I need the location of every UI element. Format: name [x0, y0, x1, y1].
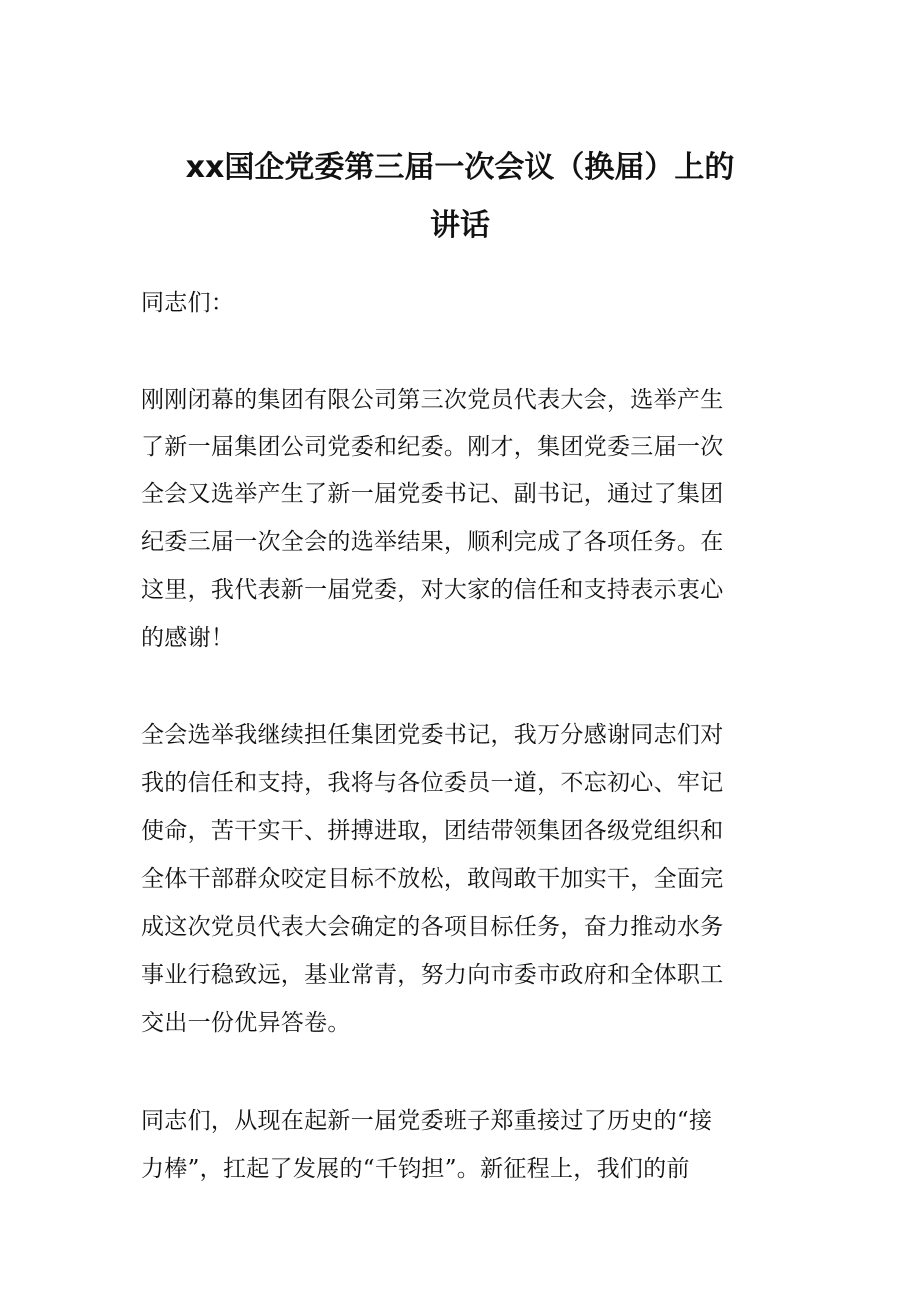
paragraph-line: 刚刚闭幕的集团有限公司第三次党员代表大会，选举产生: [141, 387, 724, 413]
paragraph-line: 我的信任和支持，我将与各位委员一道，不忘初心、牢记: [141, 770, 724, 796]
paragraph-line: 的感谢！: [141, 625, 235, 651]
salutation: 同志们：: [141, 290, 235, 316]
paragraph-line: 交出一份优异答卷。: [141, 1010, 351, 1036]
document-title-line-1: xx国企党委第三届一次会议（换届）上的: [185, 150, 735, 185]
paragraph-line: 了新一届集团公司党委和纪委。刚才，集团党委三届一次: [141, 434, 724, 460]
paragraph-line: 使命，苦干实干、拼搏进取，团结带领集团各级党组织和: [141, 818, 724, 844]
paragraph-line: 纪委三届一次全会的选举结果，顺利完成了各项任务。在: [141, 529, 724, 555]
paragraph-line: 全会选举我继续担任集团党委书记，我万分感谢同志们对: [141, 722, 724, 748]
paragraph-line: 全会又选举产生了新一届党委书记、副书记，通过了集团: [141, 481, 724, 507]
document-title-line-2: 讲话: [430, 208, 490, 243]
paragraph-line: 这里，我代表新一届党委，对大家的信任和支持表示衷心: [141, 577, 724, 603]
paragraph-line: 同志们，从现在起新一届党委班子郑重接过了历史的“接: [141, 1108, 713, 1134]
paragraph-line: 事业行稳致远，基业常青，努力向市委市政府和全体职工: [141, 962, 724, 988]
paragraph-line: 全体干部群众咬定目标不放松，敢闯敢干加实干，全面完: [141, 866, 724, 892]
paragraph-line: 成这次党员代表大会确定的各项目标任务，奋力推动水务: [141, 914, 724, 940]
paragraph-line: 力棒”，扛起了发展的“千钧担”。新征程上，我们的前: [141, 1156, 690, 1182]
